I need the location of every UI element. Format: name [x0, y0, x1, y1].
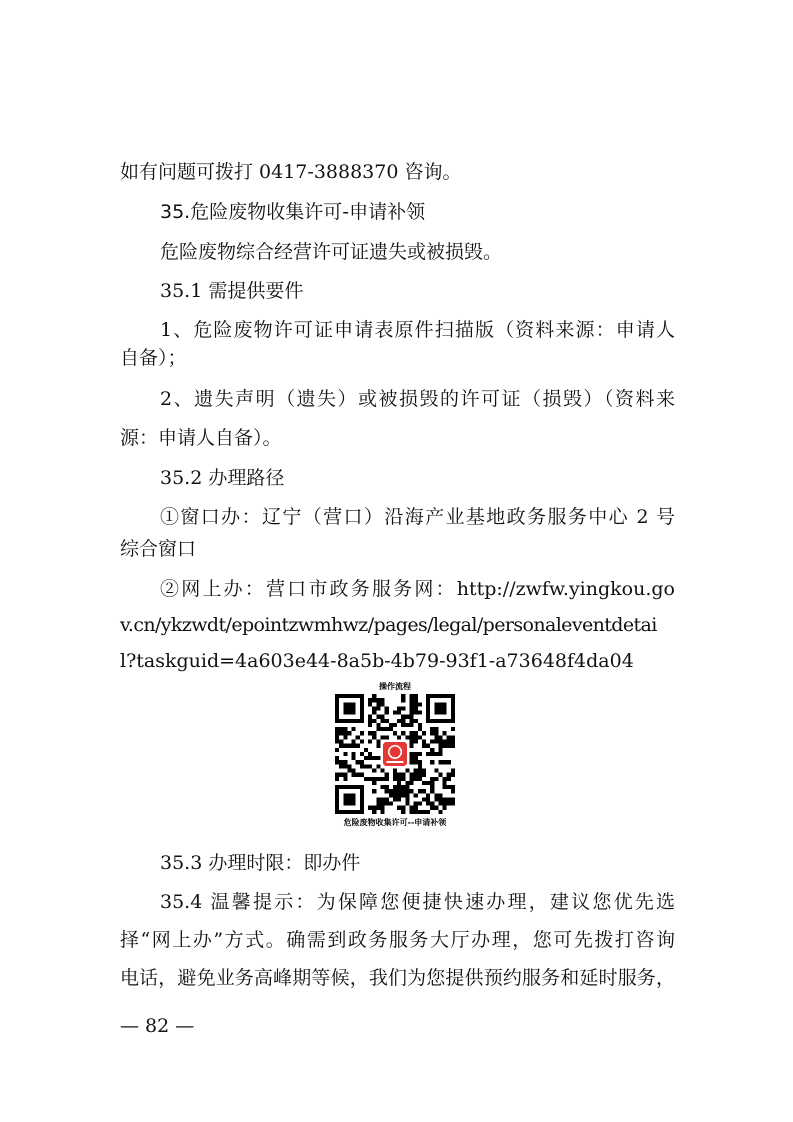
- text-line: 1、危险废物许可证申请表原件扫描版（资料来源：申请人: [160, 319, 675, 341]
- subsection-heading: 35.2 办理路径: [160, 467, 285, 489]
- qr-code-icon: [335, 694, 455, 814]
- text-line: 35.4 温馨提示：为保障您便捷快速办理，建议您优先选: [160, 891, 675, 913]
- text-line: ①窗口办：辽宁（营口）沿海产业基地政务服务中心 2 号: [160, 506, 675, 528]
- qr-figure: [326, 682, 464, 832]
- text-line: 自备）；: [120, 347, 187, 369]
- text-line: 如有问题可拨打 0417-3888370 咨询。: [120, 161, 462, 183]
- section-heading: 35.危险废物收集许可-申请补领: [160, 201, 426, 223]
- text-line: 电话，避免业务高峰期等候，我们为您提供预约服务和延时服务，: [120, 967, 675, 989]
- text-line: 2、遗失声明（遗失）或被损毁的许可证（损毁）（资料来: [160, 388, 675, 410]
- qr-caption: 危险废物收集许可--申请补领: [343, 818, 447, 827]
- text-line: 择“网上办”方式。确需到政务服务大厅办理，您可先拨打咨询: [120, 929, 675, 951]
- url-line: l?taskguid=4a603e44-8a5b-4b79-93f1-a73648f4da04: [120, 650, 634, 672]
- text-line: 危险废物综合经营许可证遗失或被损毁。: [160, 241, 503, 263]
- text-line: ②网上办：营口市政务服务网：http://zwfw.yingkou.go: [160, 578, 675, 600]
- text-line: 综合窗口: [120, 538, 197, 560]
- text-line: 源：申请人自备）。: [120, 427, 282, 449]
- subsection-heading: 35.1 需提供要件: [160, 280, 304, 302]
- subsection-heading: 35.3 办理时限：即办件: [160, 852, 361, 874]
- qr-title: 操作流程: [379, 682, 411, 691]
- page-number: — 82 —: [120, 1015, 195, 1037]
- url-line: v.cn/ykzwdt/epointzwmhwz/pages/legal/personaleventdetai: [120, 614, 657, 636]
